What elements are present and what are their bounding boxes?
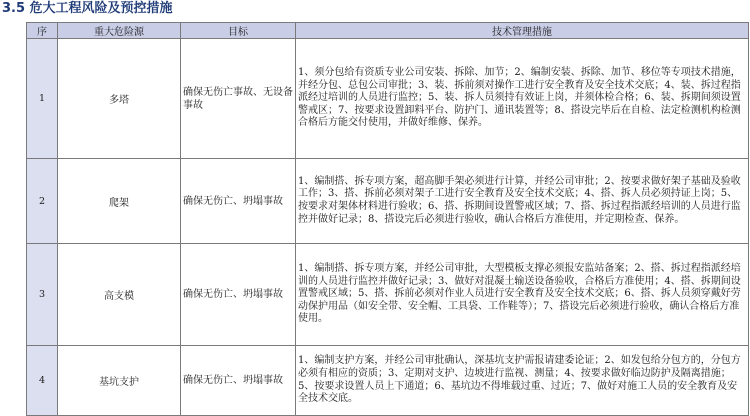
header-measure: 技术管理措施 (296, 23, 749, 39)
row-goal: 确保无伤亡、坍塌事故 (181, 346, 296, 416)
row-goal: 确保无伤亡、坍塌事故 (181, 159, 296, 244)
row-measure: 1、编制搭、拆专项方案，并经公司审批，大型模板支撑必须报安监站备案；2、搭、拆过程指派经培训的人员进行监控并做好记录；3、做好对混凝土输送设备验收，合格后方准使用；4、搭、拆期间设置警戒区域；5、搭、拆前必须对作业人员进行安全教育及安全技术交底；6、搭、拆人员须穿戴好劳动保护用品（如安全带、安全帽、工具袋、工作鞋等）；7、搭设完后必须进行验收，确认合格后方准使用。 (296, 244, 749, 346)
row-hazard: 基坑支护 (58, 346, 181, 416)
row-hazard: 多塔 (58, 39, 181, 159)
risk-control-table (26, 22, 749, 416)
row-hazard: 爬架 (58, 159, 181, 244)
table-row (27, 159, 749, 244)
table-row (27, 346, 749, 416)
row-seq: 3 (27, 244, 58, 346)
header-hazard: 重大危险源 (58, 23, 181, 39)
row-goal: 确保无伤亡、坍塌事故 (181, 244, 296, 346)
row-measure: 1、须分包给有资质专业公司安装、拆除、加节；2、编制安装、拆除、加节、移位等专项技术措施，并经分包、总包公司审批；3、装、拆前须对操作工进行安全教育及安全技术交底；4、装、拆过程指派经过培训的人员进行监控；5、装、拆人员须持有效证上岗，并须体检合格；6、装、拆期间须设置警戒区；7、按要求设置卸料平台、防护门、通讯装置等；8、搭设完毕后在自检、法定检测机构检测合格后方能交付使用，并做好维修、保养。 (296, 39, 749, 159)
row-measure: 1、编制搭、拆专项方案，超高脚手架必须进行计算，并经公司审批；2、按要求做好架子基础及验收工作；3、搭、拆前必须对架子工进行安全教育及安全技术交底；4、搭、拆人员必须持证上岗；5、按要求对架体材料进行验收；6、搭、拆期间设置警戒区域；7、搭、拆过程指派经培训的人员进行监控并做好记录；8、搭设完后必须进行验收，确认合格后方准使用，并定期检查、保养。 (296, 159, 749, 244)
table-header-row (27, 23, 749, 39)
header-seq: 序 (27, 23, 58, 39)
row-hazard: 高支模 (58, 244, 181, 346)
row-seq: 4 (27, 346, 58, 416)
table-row (27, 39, 749, 159)
row-seq: 2 (27, 159, 58, 244)
header-goal: 目标 (181, 23, 296, 39)
section-title: 3.5 危大工程风险及预控措施 (2, 1, 173, 16)
row-goal: 确保无伤亡事故、无设备事故 (181, 39, 296, 159)
row-seq: 1 (27, 39, 58, 159)
table-row (27, 244, 749, 346)
row-measure: 1、编制支护方案，并经公司审批确认，深基坑支护需报请建委论证；2、如发包给分包方的，分包方必须有相应的资质；3、定期对支护、边坡进行监视、测量；4、按要求做好临边防护及隔离措施；5、按要求设置人员上下通道；6、基坑边不得堆载过重、过近；7、做好对施工人员的安全教育及安全技术交底。 (296, 346, 749, 416)
